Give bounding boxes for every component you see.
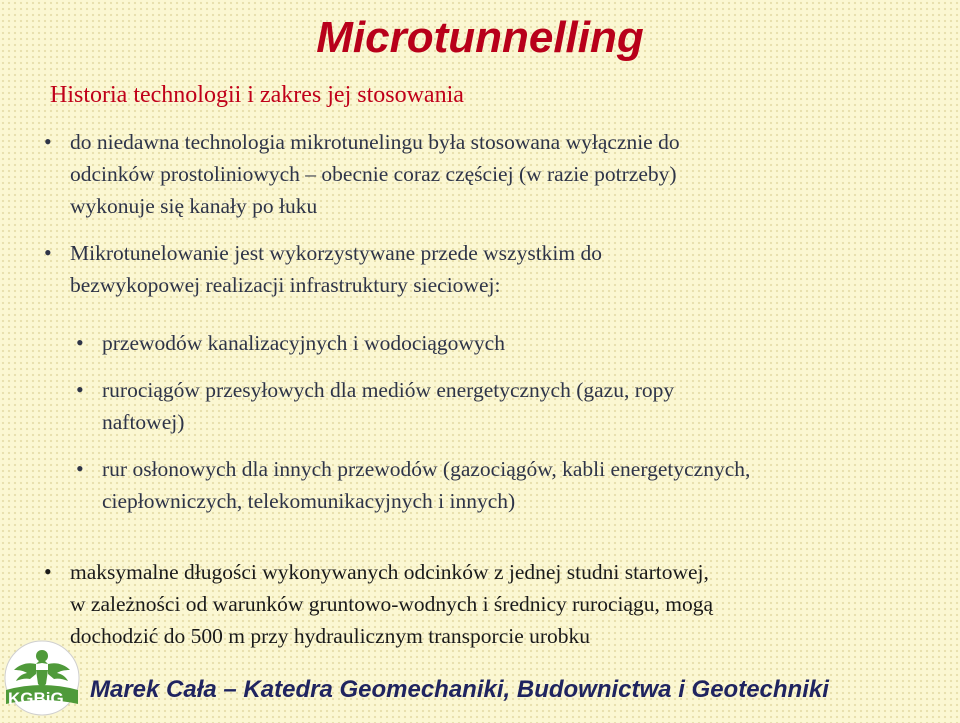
bullet-line: dochodzić do 500 m przy hydraulicznym transporcie urobku (70, 624, 591, 648)
logo-text: KGBiG (8, 689, 64, 708)
bullet-line: odcinków prostoliniowych – obecnie coraz częściej (w razie potrzeby) (70, 162, 677, 186)
bullet-line: naftowej) (102, 410, 185, 434)
bullet-dot-icon: • (44, 129, 52, 154)
bullet-line: maksymalne długości wykonywanych odcinków z jednej studni startowej, (70, 560, 709, 584)
bullet-item-2 (44, 237, 602, 301)
slide-subtitle: Historia technologii i zakres jej stosowania (50, 82, 464, 108)
bullet-item-1 (44, 126, 680, 222)
slide-title (0, 8, 960, 68)
bullet-line: rurociągów przesyłowych dla mediów energetycznych (gazu, ropy (102, 378, 675, 402)
sub-bullet-item-2 (76, 374, 675, 438)
bullet-line: Mikrotunelowanie jest wykorzystywane przede wszystkim do (70, 241, 602, 265)
bullet-line: rur osłonowych dla innych przewodów (gazociągów, kabli energetycznych, (102, 457, 751, 481)
kgbig-logo (2, 640, 80, 718)
bullet-dot-icon: • (76, 330, 84, 355)
bullet-line: w zależności od warunków gruntowo-wodnych i średnicy rurociągu, mogą (70, 592, 714, 616)
bullet-dot-icon: • (76, 377, 84, 402)
bullet-dot-icon: • (76, 456, 84, 481)
bullet-line: przewodów kanalizacyjnych i wodociągowych (102, 331, 505, 355)
bullet-line: do niedawna technologia mikrotunelingu była stosowana wyłącznie do (70, 130, 680, 154)
bullet-dot-icon: • (44, 559, 52, 584)
footer-author: Marek Cała – Katedra Geomechaniki, Budownictwa i Geotechniki (90, 676, 829, 703)
bullet-line: wykonuje się kanały po łuku (70, 194, 318, 218)
bullet-line: bezwykopowej realizacji infrastruktury sieciowej: (70, 273, 501, 297)
bullet-line: ciepłowniczych, telekomunikacyjnych i innych) (102, 489, 516, 513)
sub-bullet-item-1 (76, 327, 505, 359)
slide-title-text: Microtunnelling (316, 13, 644, 62)
bullet-dot-icon: • (44, 240, 52, 265)
bullet-item-3 (44, 556, 714, 652)
sub-bullet-item-3 (76, 453, 751, 517)
